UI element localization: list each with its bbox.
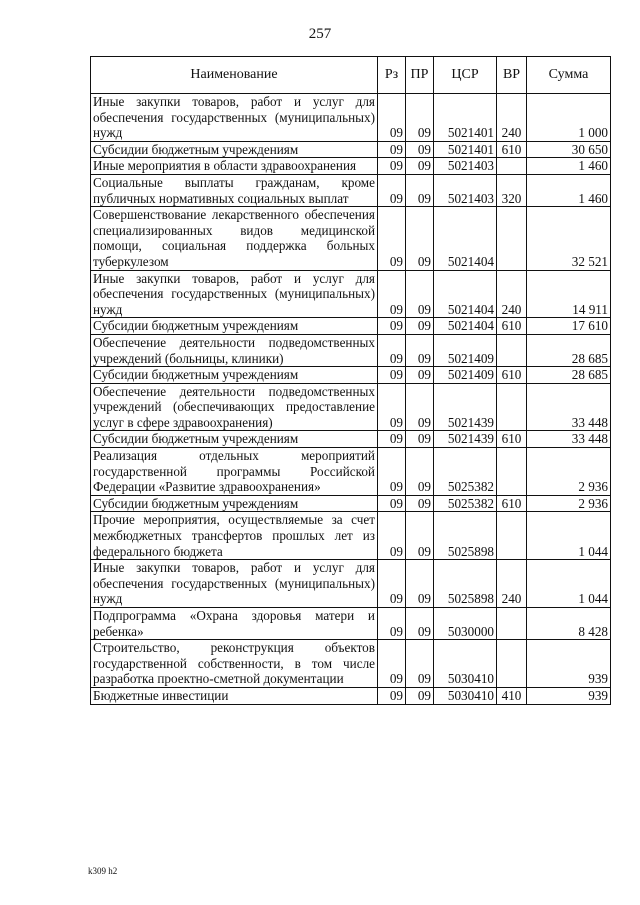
cell-sum: 1 044 (527, 512, 611, 560)
table-row (91, 640, 611, 688)
cell-csr: 5025382 (434, 448, 497, 496)
cell-csr: 5021404 (434, 270, 497, 318)
budget-table (90, 56, 611, 705)
cell-rz: 09 (378, 334, 406, 366)
cell-pr: 09 (406, 383, 434, 431)
cell-name: Обеспечение деятельности подведомственных учреждений (обеспечивающих предоставление услуг в сфере здравоохранения) (91, 383, 378, 431)
cell-sum: 2 936 (527, 448, 611, 496)
cell-vr: 610 (497, 495, 527, 512)
table-row (91, 367, 611, 384)
cell-rz: 09 (378, 367, 406, 384)
cell-name: Подпрограмма «Охрана здоровья матери и ребенка» (91, 608, 378, 640)
cell-sum: 1 460 (527, 158, 611, 175)
cell-rz: 09 (378, 207, 406, 270)
cell-vr: 610 (497, 431, 527, 448)
table-row (91, 431, 611, 448)
cell-rz: 09 (378, 560, 406, 608)
cell-pr: 09 (406, 608, 434, 640)
cell-vr: 240 (497, 94, 527, 142)
cell-pr: 09 (406, 495, 434, 512)
cell-sum: 30 650 (527, 141, 611, 158)
cell-rz: 09 (378, 687, 406, 704)
cell-pr: 09 (406, 687, 434, 704)
cell-rz: 09 (378, 640, 406, 688)
cell-name: Бюджетные инвестиции (91, 687, 378, 704)
cell-sum: 32 521 (527, 207, 611, 270)
cell-sum: 939 (527, 640, 611, 688)
cell-name: Субсидии бюджетным учреждениям (91, 431, 378, 448)
cell-csr: 5030410 (434, 640, 497, 688)
header-name: Наименование (91, 57, 378, 94)
table-row (91, 495, 611, 512)
cell-name: Субсидии бюджетным учреждениям (91, 318, 378, 335)
table-row (91, 383, 611, 431)
cell-vr: 610 (497, 318, 527, 335)
table-row (91, 608, 611, 640)
cell-name: Иные закупки товаров, работ и услуг для обеспечения государственных (муниципальных) нужд (91, 94, 378, 142)
table-row (91, 512, 611, 560)
cell-csr: 5021409 (434, 367, 497, 384)
cell-csr: 5021404 (434, 318, 497, 335)
cell-rz: 09 (378, 94, 406, 142)
cell-vr (497, 608, 527, 640)
table-row (91, 560, 611, 608)
cell-sum: 1 460 (527, 174, 611, 206)
header-csr: ЦСР (434, 57, 497, 94)
table-row (91, 158, 611, 175)
cell-sum: 1 044 (527, 560, 611, 608)
cell-csr: 5021439 (434, 383, 497, 431)
cell-rz: 09 (378, 495, 406, 512)
cell-pr: 09 (406, 560, 434, 608)
cell-vr (497, 207, 527, 270)
cell-pr: 09 (406, 174, 434, 206)
cell-rz: 09 (378, 270, 406, 318)
cell-csr: 5025382 (434, 495, 497, 512)
cell-csr: 5021404 (434, 207, 497, 270)
cell-pr: 09 (406, 367, 434, 384)
cell-pr: 09 (406, 512, 434, 560)
cell-rz: 09 (378, 318, 406, 335)
cell-csr: 5021403 (434, 174, 497, 206)
cell-vr (497, 448, 527, 496)
header-sum: Сумма (527, 57, 611, 94)
table-row (91, 334, 611, 366)
table-row (91, 174, 611, 206)
table-row (91, 318, 611, 335)
cell-sum: 28 685 (527, 334, 611, 366)
table-row (91, 94, 611, 142)
cell-pr: 09 (406, 158, 434, 175)
cell-pr: 09 (406, 141, 434, 158)
cell-vr: 610 (497, 367, 527, 384)
cell-vr: 240 (497, 270, 527, 318)
cell-vr (497, 334, 527, 366)
cell-csr: 5021409 (434, 334, 497, 366)
cell-csr: 5030410 (434, 687, 497, 704)
cell-name: Субсидии бюджетным учреждениям (91, 495, 378, 512)
header-pr: ПР (406, 57, 434, 94)
cell-rz: 09 (378, 158, 406, 175)
table-row (91, 141, 611, 158)
header-vr: ВР (497, 57, 527, 94)
table-header-row (91, 57, 611, 94)
cell-rz: 09 (378, 174, 406, 206)
cell-name: Социальные выплаты гражданам, кроме публичных нормативных социальных выплат (91, 174, 378, 206)
cell-rz: 09 (378, 141, 406, 158)
cell-vr (497, 383, 527, 431)
cell-pr: 09 (406, 318, 434, 335)
cell-rz: 09 (378, 608, 406, 640)
cell-pr: 09 (406, 640, 434, 688)
cell-name: Иные закупки товаров, работ и услуг для обеспечения государственных (муниципальных) нужд (91, 270, 378, 318)
cell-vr (497, 158, 527, 175)
cell-name: Субсидии бюджетным учреждениям (91, 141, 378, 158)
cell-csr: 5025898 (434, 560, 497, 608)
cell-vr: 320 (497, 174, 527, 206)
cell-rz: 09 (378, 383, 406, 431)
table-row (91, 270, 611, 318)
cell-vr (497, 640, 527, 688)
cell-vr: 410 (497, 687, 527, 704)
cell-sum: 8 428 (527, 608, 611, 640)
table-row (91, 207, 611, 270)
cell-name: Иные закупки товаров, работ и услуг для обеспечения государственных (муниципальных) нужд (91, 560, 378, 608)
cell-pr: 09 (406, 334, 434, 366)
cell-name: Реализация отдельных мероприятий государственной программы Российской Федерации «Развитие здравоохранения» (91, 448, 378, 496)
cell-csr: 5021403 (434, 158, 497, 175)
cell-rz: 09 (378, 512, 406, 560)
cell-name: Строительство, реконструкция объектов государственной собственности, в том числе разработка проектно-сметной документации (91, 640, 378, 688)
cell-name: Прочие мероприятия, осуществляемые за счет межбюджетных трансфертов прошлых лет из федерального бюджета (91, 512, 378, 560)
header-rz: Рз (378, 57, 406, 94)
cell-csr: 5025898 (434, 512, 497, 560)
cell-sum: 28 685 (527, 367, 611, 384)
page-number: 257 (308, 26, 332, 42)
cell-csr: 5021401 (434, 94, 497, 142)
cell-vr: 610 (497, 141, 527, 158)
cell-sum: 14 911 (527, 270, 611, 318)
cell-pr: 09 (406, 94, 434, 142)
cell-csr: 5021439 (434, 431, 497, 448)
cell-rz: 09 (378, 448, 406, 496)
cell-sum: 2 936 (527, 495, 611, 512)
cell-csr: 5021401 (434, 141, 497, 158)
cell-pr: 09 (406, 270, 434, 318)
cell-name: Совершенствование лекарственного обеспечения специализированных видов медицинской помощи, социальная поддержка больных туберкулезом (91, 207, 378, 270)
cell-csr: 5030000 (434, 608, 497, 640)
cell-pr: 09 (406, 207, 434, 270)
cell-sum: 939 (527, 687, 611, 704)
table-row (91, 448, 611, 496)
cell-name: Обеспечение деятельности подведомственных учреждений (больницы, клиники) (91, 334, 378, 366)
cell-name: Субсидии бюджетным учреждениям (91, 367, 378, 384)
cell-vr (497, 512, 527, 560)
cell-name: Иные мероприятия в области здравоохранения (91, 158, 378, 175)
cell-vr: 240 (497, 560, 527, 608)
cell-sum: 1 000 (527, 94, 611, 142)
cell-sum: 33 448 (527, 383, 611, 431)
cell-pr: 09 (406, 431, 434, 448)
cell-pr: 09 (406, 448, 434, 496)
table-row (91, 687, 611, 704)
cell-sum: 33 448 (527, 431, 611, 448)
cell-rz: 09 (378, 431, 406, 448)
cell-sum: 17 610 (527, 318, 611, 335)
footer-code: k309 h2 (88, 866, 118, 876)
